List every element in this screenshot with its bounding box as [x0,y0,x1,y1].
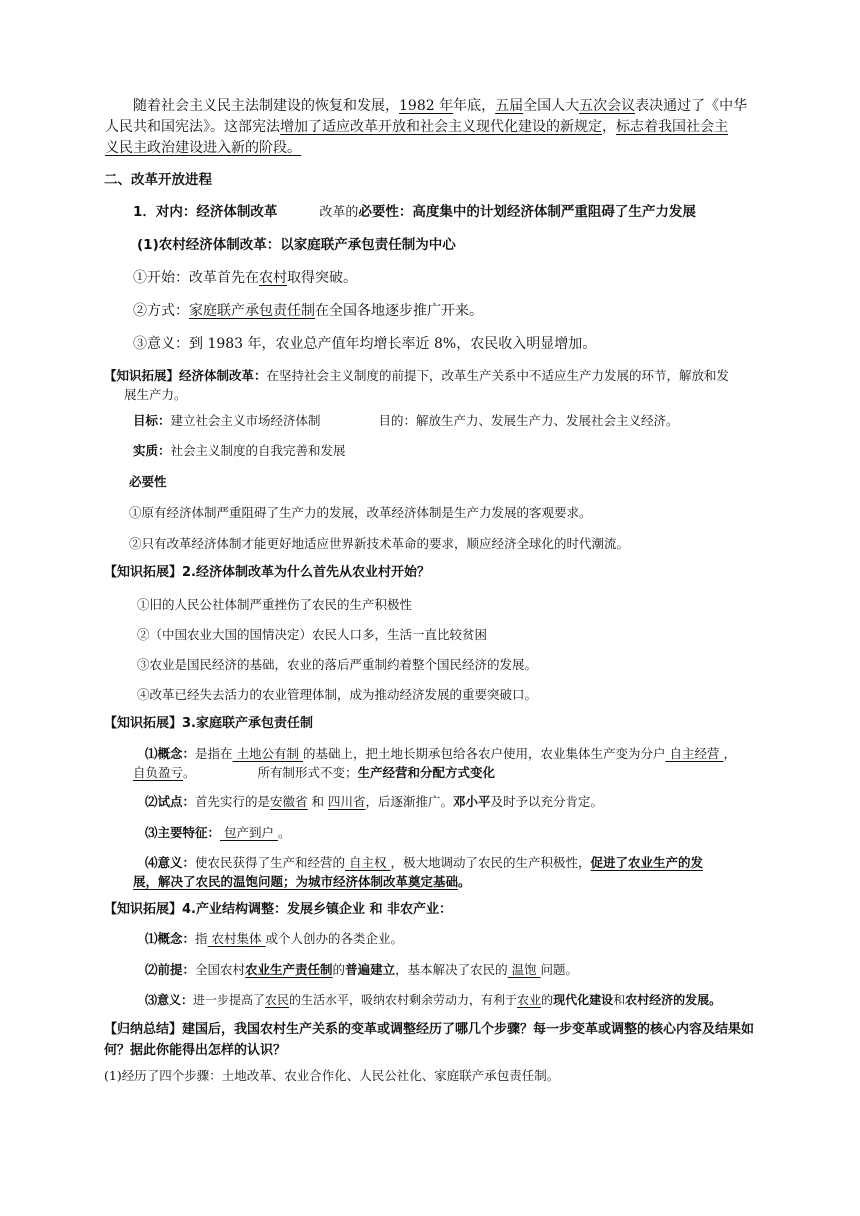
rural-start: ①开始：改革首先在农村取得突破。 [133,270,357,286]
ext4-premise: ⑵前提：全国农村农业生产责任制的普遍建立，基本解决了农民的 温饱 问题。 [145,962,579,977]
ext1-tag: 【知识拓展】 [104,368,180,383]
ext1-need-title: 必要性 [129,474,167,489]
intro-paragraph [105,96,765,159]
section-title: 二、改革开放进程 [104,172,212,188]
summary-question: 【归纳总结】建国后，我国农村生产关系的变革或调整经历了哪几个步骤？每一步变革或调整的核心内容及结果如 何？据此你能得出怎样的认识？ [104,1022,755,1058]
ext1-goal: 目标：建立社会主义市场经济体制 目的：解放生产力、发展生产力、发展社会主义经济。 [133,413,679,428]
ext4-heading: 【知识拓展】4.产业结构调整：发展乡镇企业 和 非农产业： [104,902,453,917]
ext3-trial: ⑵试点：首先实行的是安徽省 和 四川省，后逐渐推广。邓小平及时予以充分肯定。 [145,794,604,809]
session-fifth-npc: 五届 [495,98,524,114]
intro-line-3: 义民主政治建设进入新的阶段。 [105,140,301,156]
rural-way: ②方式：家庭联产承包责任制在全国各地逐步推广开来。 [133,303,483,319]
ext2-reason-1: ①旧的人民公社体制严重挫伤了农民的生产积极性 [137,597,413,612]
ext4-concept: ⑴概念：指 农村集体 或个人创办的各类企业。 [145,931,403,946]
ext2-reason-3: ③农业是国民经济的基础，农业的落后严重制约着整个国民经济的发展。 [137,657,538,672]
intro-line-2: 人民共和国宪法》。这部宪法增加了适应改革开放和社会主义现代化建设的新规定，标志着我国社会主 [105,119,728,135]
ext1-need-1: ①原有经济体制严重阻碍了生产力的发展，改革经济体制是生产力发展的客观要求。 [129,505,592,520]
ext1-essence: 实质：社会主义制度的自我完善和发展 [133,443,346,458]
session-fifth-meeting: 五次会议 [579,98,636,114]
rural-reform-title: (1)农村经济体制改革：以家庭联产承包责任制为中心 [137,237,456,253]
ext2-reason-4: ④改革已经失去活力的农业管理体制，成为推动经济发展的重要突破口。 [137,687,538,702]
ext3-feature: ⑶主要特征： 包产到户 。 [145,825,291,840]
ext2-heading: 【知识拓展】2.经济体制改革为什么首先从农业村开始？ [104,565,430,580]
ext3-concept: ⑴概念：是指在 土地公有制 的基础上，把土地长期承包给各农户使用，农业集体生产变为分户 自主经营 ， 自负盈亏。 所有制形式不变；生产经营和分配方式变化 [133,746,736,780]
year-1982: 1982 年 [399,98,454,114]
summary-answer-1: (1)经历了四个步骤：土地改革、农业合作化、人民公社化、家庭联产承包责任制。 [104,1068,560,1083]
intro-line-1: 随着社会主义民主法制建设的恢复和发展，1982 年年底，五届全国人大五次会议表决通过了《中华 [133,98,748,114]
ext4-meaning: ⑶意义：进一步提高了农民的生活水平，吸纳农村剩余劳动力，有利于农业的现代化建设和农村经济的发展。 [145,993,722,1007]
ext3-heading: 【知识拓展】3.家庭联产承包责任制 [104,716,313,731]
ext1-need-2: ②只有改革经济体制才能更好地适应世界新技术革命的要求，顺应经济全球化的时代潮流。 [129,536,630,551]
ext3-meaning: ⑷意义：使农民获得了生产和经营的 自主权 ，极大地调动了农民的生产积极性，促进了农业生产的发 展，解决了农民的温饱问题；为城市经济体制改革奠定基础。 [133,855,704,889]
rural-meaning: ③意义：到 1983 年，农业总产值年均增长率近 8%，农民收入明显增加。 [133,336,597,352]
item1-heading: 1．对内：经济体制改革 改革的必要性：高度集中的计划经济体制严重阻碍了生产力发展 [133,204,696,220]
ext2-reason-2: ②（中国农业大国的国情决定）农民人口多，生活一直比较贫困 [137,627,488,642]
ext1-block: 【知识拓展】经济体制改革：在坚持社会主义制度的前提下，改革生产关系中不适应生产力发展的环节，解放和发 展生产力。 [104,368,730,402]
